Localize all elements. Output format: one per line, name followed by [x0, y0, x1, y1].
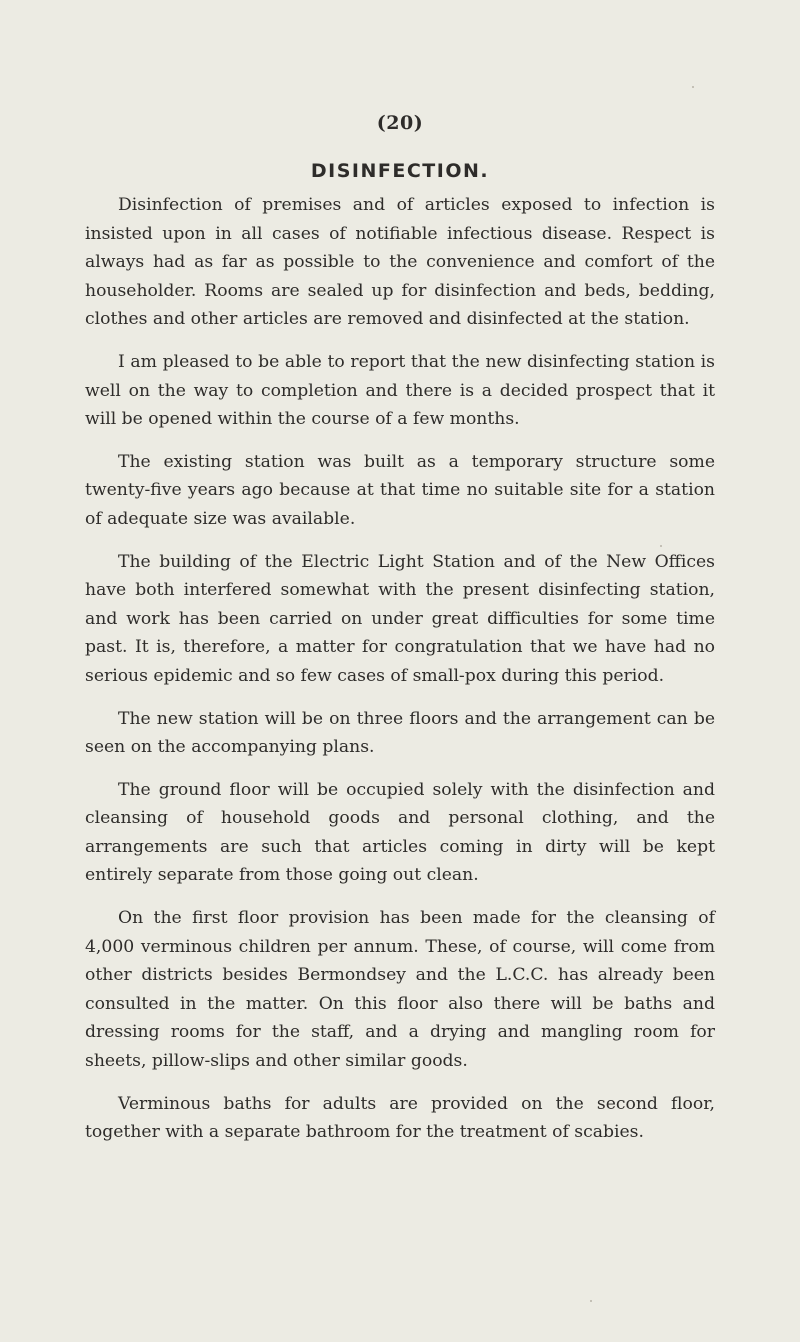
- paragraph: The building of the Electric Light Station and of the New Offices have both interfered somewhat with the present disinfecting station, and work has been carried on under great difficulties for some time past. It is, therefore, a matter for congratulation that we have had no serious epidemic and so few cases of small-pox during this period.: [85, 551, 715, 686]
- paper-speck: [660, 545, 662, 547]
- paragraph: On the first floor provision has been made for the cleansing of 4,000 verminous children per annum. These, of course, will come from other districts besides Bermondsey and the L.C.C. has already been consulted in the matter. On this floor also there will be baths and dressing rooms for the staff, and a drying and mangling room for sheets, pillow-slips and other similar goods.: [85, 908, 715, 1072]
- paper-speck: [590, 1300, 592, 1302]
- paragraph: The new station will be on three floors and the arrangement can be seen on the accompanying plans.: [85, 708, 715, 758]
- page-number: (20): [376, 112, 424, 134]
- paragraph: I am pleased to be able to report that the new disinfecting station is well on the way to completion and there is a decided prospect that it will be opened within the course of a few months.: [85, 351, 715, 430]
- section-heading: DISINFECTION.: [310, 160, 490, 182]
- paper-speck: [692, 86, 694, 88]
- paragraph: The existing station was built as a temporary structure some twenty-five years ago because at that time no suitable site for a station of adequate size was available.: [85, 451, 715, 529]
- paragraph: The ground floor will be occupied solely with the disinfection and cleansing of household goods and personal clothing, and the arrangements are such that articles coming in dirty will be kept entirely separate from those going out clean.: [85, 779, 715, 886]
- body-text: [85, 191, 715, 1161]
- paragraph: Verminous baths for adults are provided on the second floor, together with a separate bathroom for the treatment of scabies.: [85, 1093, 715, 1143]
- paragraph: Disinfection of premises and of articles exposed to infection is insisted upon in all cases of notifiable infectious disease. Respect is always had as far as possible to the convenience and comfort of the householder. Rooms are sealed up for disinfection and beds, bedding, clothes and other articles are removed and disinfected at the station.: [85, 195, 715, 330]
